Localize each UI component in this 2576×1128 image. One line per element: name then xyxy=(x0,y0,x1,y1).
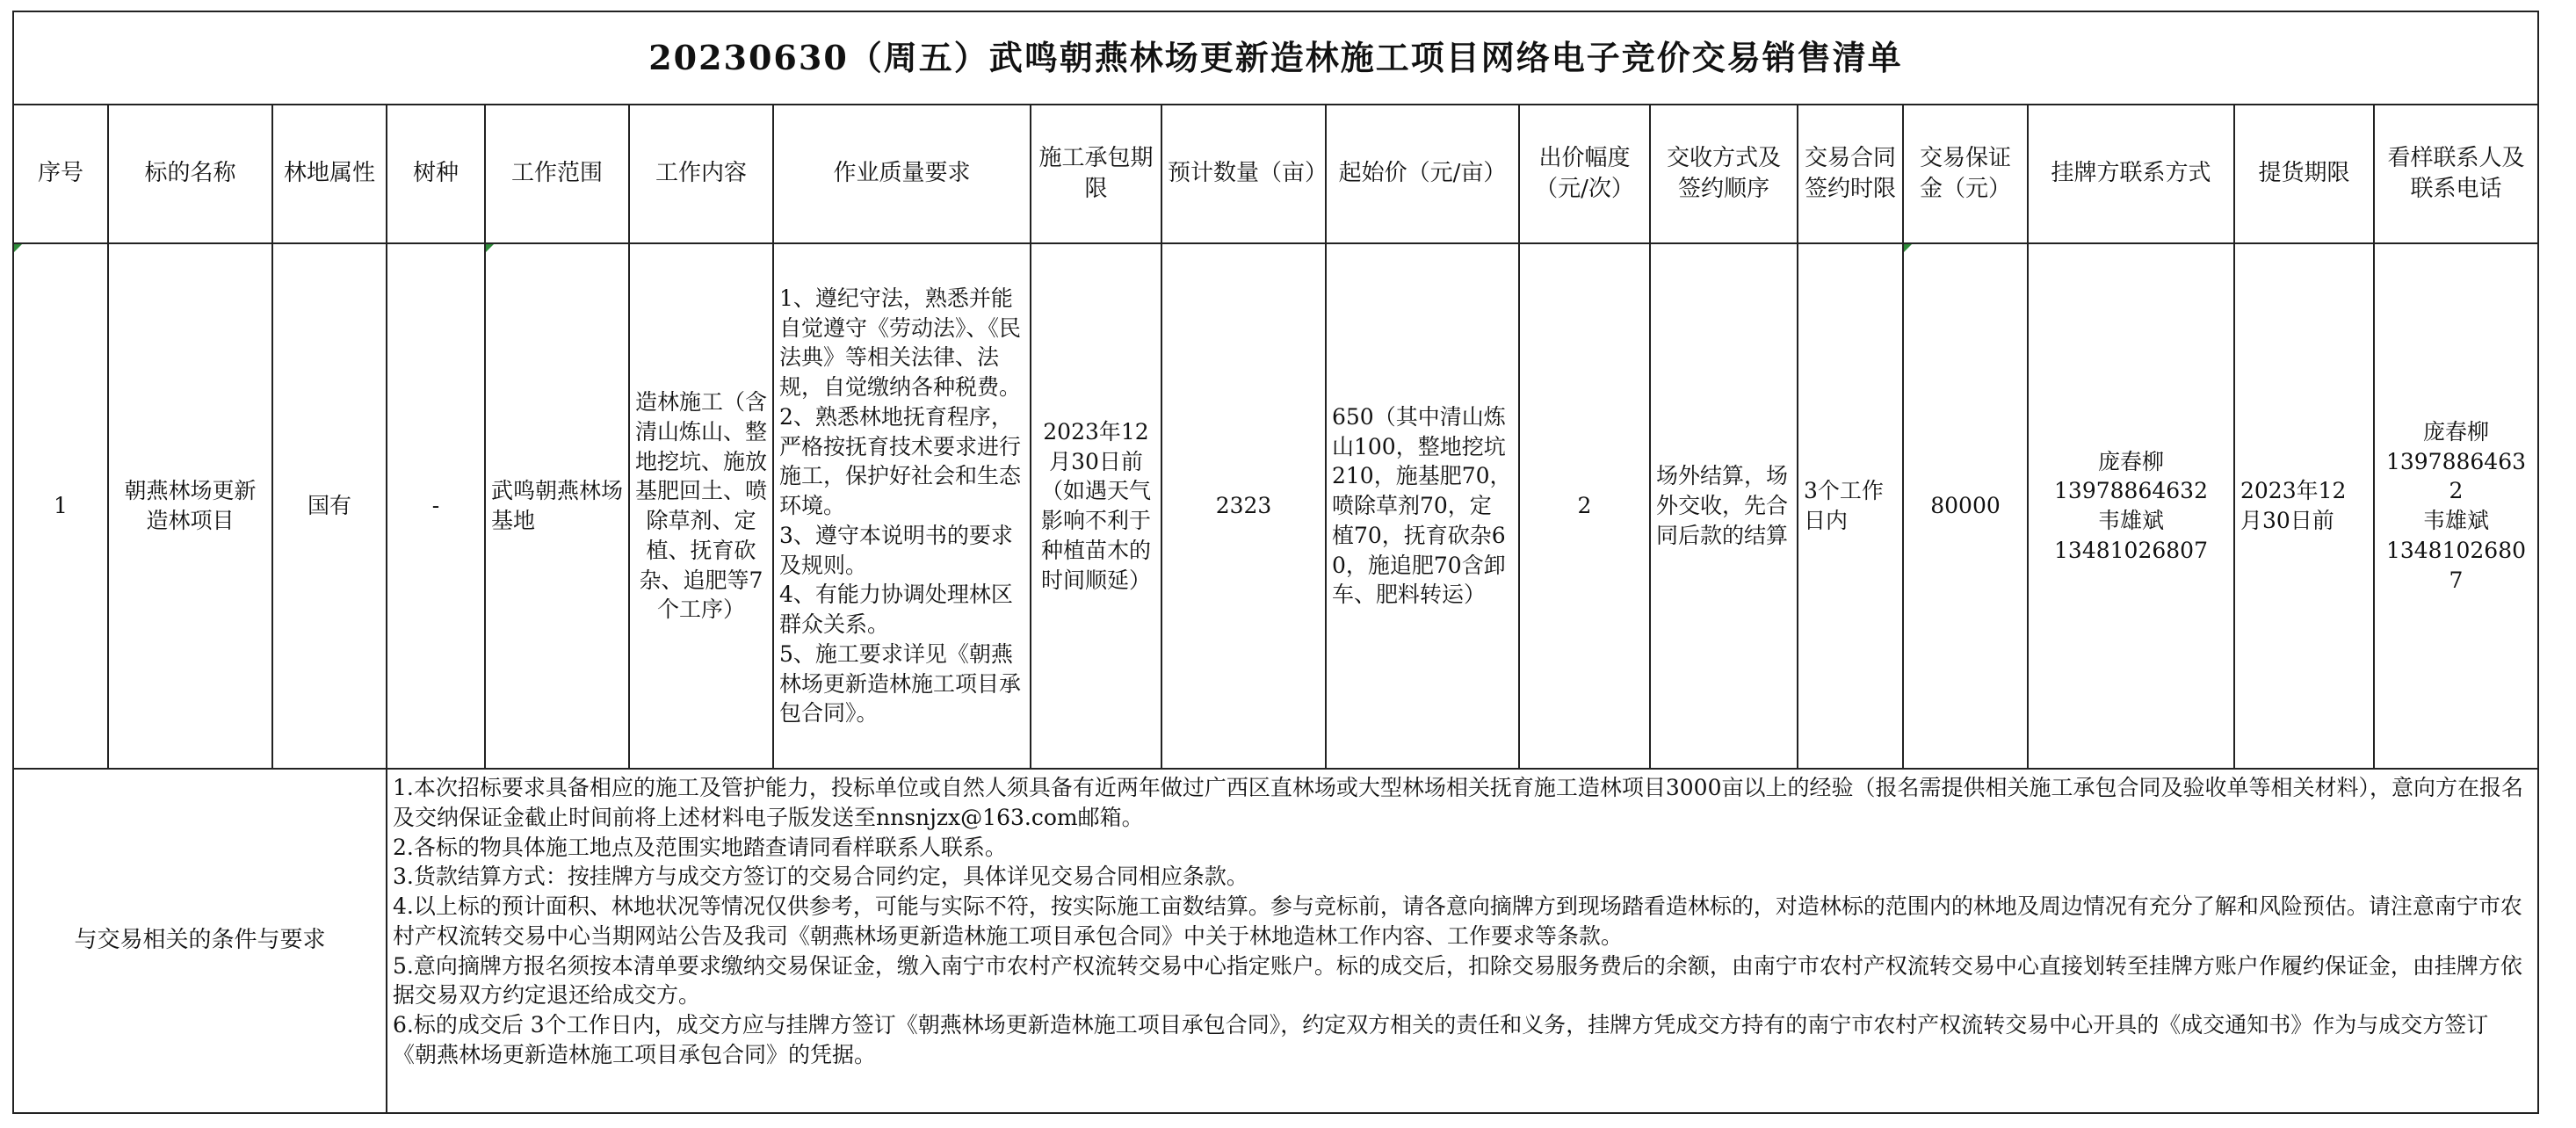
cell-scope: 武鸣朝燕林场基地 xyxy=(485,243,629,769)
header-seq: 序号 xyxy=(13,105,108,243)
header-quality: 作业质量要求 xyxy=(773,105,1031,243)
notes-row xyxy=(13,769,2538,1113)
note-item-6: 6.标的成交后 3个工作日内，成交方应与挂牌方签订《朝燕林场更新造林施工项目承包合同》，约定双方相关的责任和义务，挂牌方凭成交方持有的南宁市农村产权流转交易中心开具的《成交通知书》作为与成交方签订《朝燕林场更新造林施工项目承包合同》的凭据。 xyxy=(393,1012,2489,1067)
sheet-container xyxy=(12,11,2539,1114)
header-name: 标的名称 xyxy=(108,105,272,243)
note-item-3: 3.货款结算方式：按挂牌方与成交方签订的交易合同约定，具体详见交易合同相应条款。 xyxy=(393,864,1248,890)
notes-label: 与交易相关的条件与要求 xyxy=(13,769,387,1113)
cell-contract-time: 3个工作日内 xyxy=(1798,243,1903,769)
notes-body xyxy=(387,769,2538,1113)
note-item-5: 5.意向摘牌方报名须按本清单要求缴纳交易保证金，缴入南宁市农村产权流转交易中心指定账户。标的成交后，扣除交易服务费后的余额，由南宁市农村产权流转交易中心直接划转至挂牌方账户作履约保证金，由挂牌方依据交易双方约定退还给成交方。 xyxy=(393,952,2522,1009)
header-quantity: 预计数量（亩） xyxy=(1161,105,1326,243)
header-row xyxy=(13,105,2538,243)
header-species: 树种 xyxy=(387,105,485,243)
cell-content: 造林施工（含清山炼山、整地挖坑、施放基肥回土、喷除草剂、定植、抚育砍杂、追肥等7个工序） xyxy=(629,243,773,769)
header-deposit: 交易保证金（元） xyxy=(1903,105,2028,243)
cell-start-price: 650（其中清山炼山100，整地挖坑210，施基肥70，喷除草剂70，定植70，抚育砍杂60，施追肥70含卸车、肥料转运） xyxy=(1326,243,1519,769)
header-increment: 出价幅度（元/次） xyxy=(1519,105,1650,243)
cell-quantity: 2323 xyxy=(1161,243,1326,769)
cell-name: 朝燕林场更新造林项目 xyxy=(108,243,272,769)
header-period: 施工承包期限 xyxy=(1031,105,1161,243)
cell-viewer: 庞春柳 13978864632 韦雄斌 13481026807 xyxy=(2374,243,2538,769)
header-start-price: 起始价（元/亩） xyxy=(1326,105,1519,243)
cell-land-attr: 国有 xyxy=(272,243,387,769)
note-item-2: 2.各标的物具体施工地点及范围实地踏查请同看样联系人联系。 xyxy=(393,834,1007,860)
header-contract-time: 交易合同签约时限 xyxy=(1798,105,1903,243)
note-item-1: 1.本次招标要求具备相应的施工及管护能力，投标单位或自然人须具备有近两年做过广西区直林场或大型林场相关抚育施工造林项目3000亩以上的经验（报名需提供相关施工承包合同及验收单等相关材料），意向方在报名及交纳保证金截止时间前将上述材料电子版发送至nnsnjzx@163.com邮箱。 xyxy=(393,775,2523,830)
cell-species: - xyxy=(387,243,485,769)
cell-deposit: 80000 xyxy=(1903,243,2028,769)
note-item-4: 4.以上标的预计面积、林地状况等情况仅供参考，可能与实际不符，按实际施工亩数结算。参与竞标前，请各意向摘牌方到现场踏看造林标的，对造林标的范围内的林地及周边情况有充分了解和风险预估。请注意南宁市农村产权流转交易中心当期网站公告及我司《朝燕林场更新造林施工项目承包合同》中关于林地造林工作内容、工作要求等条款。 xyxy=(393,893,2522,949)
header-delivery: 交收方式及签约顺序 xyxy=(1650,105,1798,243)
cell-pickup: 2023年12月30日前 xyxy=(2234,243,2374,769)
cell-quality: 1、遵纪守法，熟悉并能自觉遵守《劳动法》、《民法典》等相关法律、法规，自觉缴纳各种税费。 2、熟悉林地抚育程序，严格按抚育技术要求进行施工，保护好社会和生态环境。 3、遵守本说明书的要求及规则。 4、有能力协调处理林区群众关系。 5、施工要求详见《朝燕林场更新造林施工项目承包合同》。 xyxy=(773,243,1031,769)
sheet-title: 20230630（周五）武鸣朝燕林场更新造林施工项目网络电子竞价交易销售清单 xyxy=(13,11,2538,105)
sales-list-table xyxy=(12,11,2539,1114)
cell-increment: 2 xyxy=(1519,243,1650,769)
header-contact: 挂牌方联系方式 xyxy=(2028,105,2234,243)
header-content: 工作内容 xyxy=(629,105,773,243)
cell-seq: 1 xyxy=(13,243,108,769)
header-viewer: 看样联系人及联系电话 xyxy=(2374,105,2538,243)
cell-period: 2023年12月30日前（如遇天气影响不利于种植苗木的时间顺延） xyxy=(1031,243,1161,769)
header-pickup: 提货期限 xyxy=(2234,105,2374,243)
cell-delivery: 场外结算，场外交收，先合同后款的结算 xyxy=(1650,243,1798,769)
table-row xyxy=(13,243,2538,769)
header-land-attr: 林地属性 xyxy=(272,105,387,243)
cell-contact: 庞春柳 13978864632 韦雄斌 13481026807 xyxy=(2028,243,2234,769)
header-scope: 工作范围 xyxy=(485,105,629,243)
